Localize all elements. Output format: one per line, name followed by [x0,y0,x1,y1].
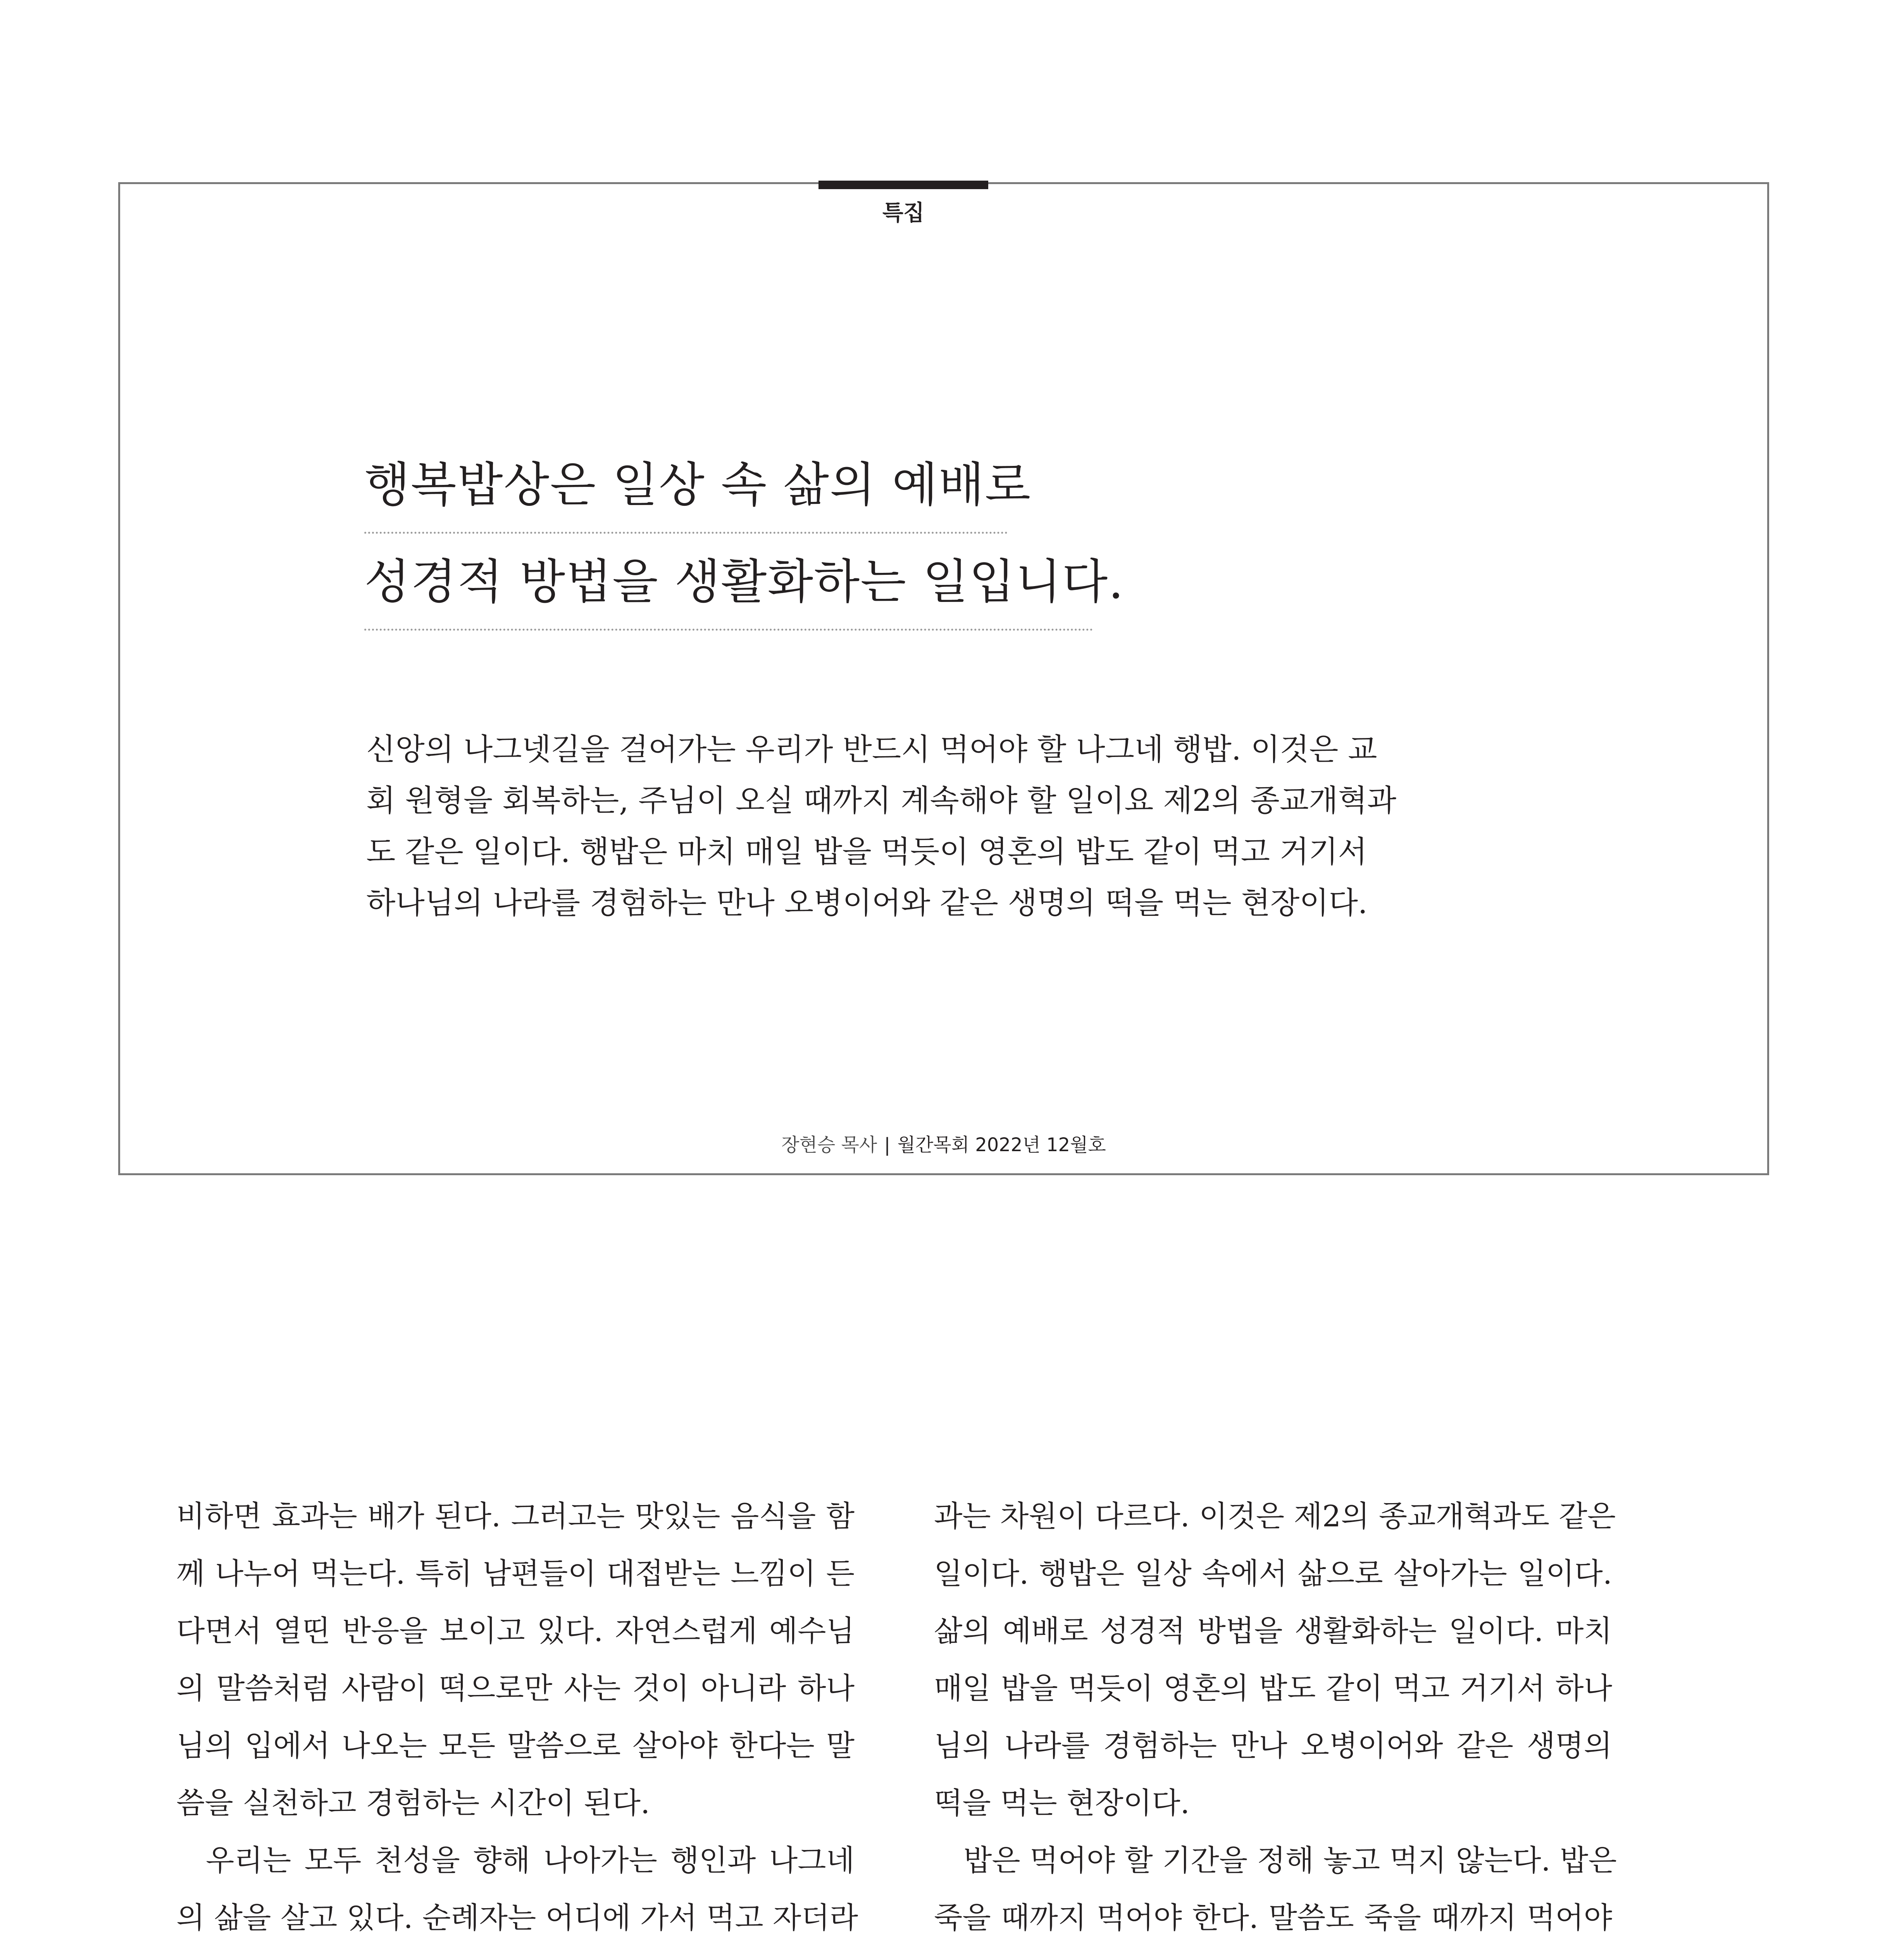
section-label: 특집 [882,200,925,226]
body-line-text: 매일 밥을 먹듯이 영혼의 밥도 같이 먹고 거기서 하나 [934,1671,1612,1705]
body-line [176,1889,858,1938]
body-column-right [934,1488,1617,1938]
headline-line-1: 행복밥상은 일상 속 삶의 예배로 [364,457,1032,512]
body-line-text: 씀을 실천하고 경험하는 시간이 된다. [176,1786,650,1820]
body-line-text: 떡을 먹는 현장이다. [934,1786,1190,1820]
lead-line: 도 같은 일이다. 행밥은 마치 매일 밥을 먹듯이 영혼의 밥도 같이 먹고 거기서 [366,835,1367,869]
body-column-left [176,1488,858,1938]
byline [118,1130,1769,1157]
body-line [934,1717,1612,1774]
body-line-text: 의 삶을 살고 있다. 순례자는 어디에 가서 먹고 자더라 [176,1900,858,1935]
body-line [176,1660,855,1717]
body-line-text: 과는 차원이 다르다. 이것은 제2의 종교개혁과도 같은 [934,1499,1616,1533]
body-line [934,1488,1616,1545]
body-line [176,1774,855,1832]
lead-line: 회 원형을 회복하는, 주님이 오실 때까지 계속해야 할 일이요 제2의 종교개혁과 [366,783,1397,818]
body-line-text: 밥은 먹어야 할 기간을 정해 놓고 먹지 않는다. 밥은 [963,1843,1617,1878]
body-line [934,1660,1612,1717]
dotted-rule-1 [364,532,1008,534]
body-line [934,1774,1612,1832]
lead-paragraph [366,724,1463,929]
body-line [934,1545,1612,1602]
dotted-rule-2 [364,629,1093,631]
body-line-text: 의 말씀처럼 사람이 떡으로만 사는 것이 아니라 하나 [176,1671,855,1705]
body-line [934,1889,1612,1938]
body-line [176,1545,855,1602]
byline-author: 장현승 목사 [781,1134,877,1156]
body-line-text: 다면서 열띤 반응을 보이고 있다. 자연스럽게 예수님 [176,1614,855,1648]
body-line-text: 일이다. 행밥은 일상 속에서 삶으로 살아가는 일이다. [934,1556,1612,1591]
body-line-text: 비하면 효과는 배가 된다. 그러고는 맛있는 음식을 함 [176,1499,855,1533]
body-line [934,1602,1612,1660]
body-line-text: 께 나누어 먹는다. 특히 남편들이 대접받는 느낌이 든 [176,1556,855,1591]
body-line-text: 님의 입에서 나오는 모든 말씀으로 살아야 한다는 말 [176,1728,855,1763]
byline-source: 월간목회 2022년 12월호 [897,1134,1106,1156]
headline-line-2: 성경적 방법을 생활화하는 일입니다. [364,554,1124,609]
body-line-text: 죽을 때까지 먹어야 한다. 말씀도 죽을 때까지 먹어야 [934,1900,1612,1935]
lead-line: 하나님의 나라를 경험하는 만나 오병이어와 같은 생명의 떡을 먹는 현장이다. [366,886,1368,921]
body-line [176,1717,855,1774]
body-line [176,1832,855,1889]
pull-quote-frame [118,182,1769,1175]
body-line [176,1488,855,1545]
body-line [176,1602,855,1660]
body-line-text: 삶의 예배로 성경적 방법을 생활화하는 일이다. 마치 [934,1614,1612,1648]
byline-separator: | [884,1134,891,1156]
lead-line: 신앙의 나그넷길을 걸어가는 우리가 반드시 먹어야 할 나그네 행밥. 이것은 교 [366,732,1377,767]
section-tab-bar [818,181,988,189]
body-line-text: 우리는 모두 천성을 향해 나아가는 행인과 나그네 [206,1843,855,1878]
body-line-text: 님의 나라를 경험하는 만나 오병이어와 같은 생명의 [934,1728,1612,1763]
body-line [934,1832,1617,1889]
